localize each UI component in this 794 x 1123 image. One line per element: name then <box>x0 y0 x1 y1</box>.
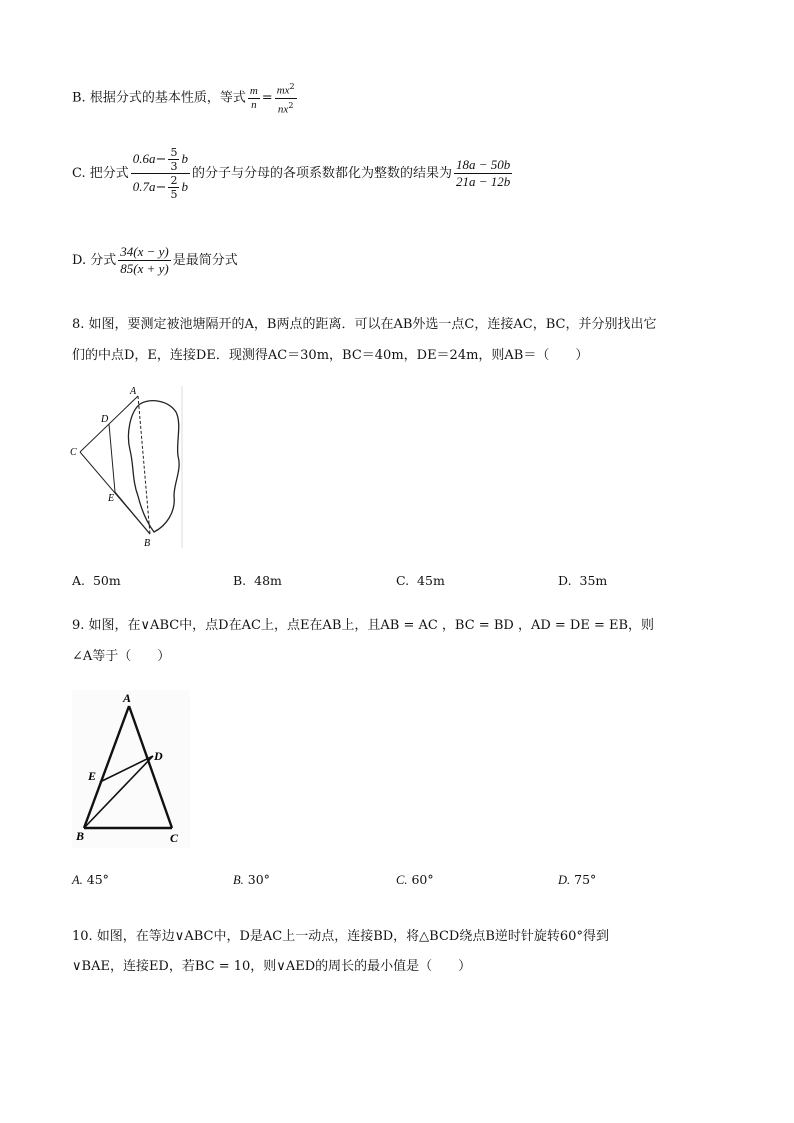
option-c-mid: 的分子与分母的各项系数都化为整数的结果为 <box>191 165 452 181</box>
q9-option-d: D. 75° <box>558 872 597 887</box>
q8-pond-figure <box>68 384 186 552</box>
q8-line2: 们的中点D，E，连接DE．现测得AC＝30m，BC＝40m，DE＝24m，则AB＝（ ） <box>72 348 589 363</box>
option-d <box>72 244 238 277</box>
pond-outline <box>128 401 179 532</box>
option-b-text: 根据分式的基本性质，等式 <box>89 90 246 106</box>
q10-line2: ∨BAE，连接ED，若BC = 10，则∨AED的周长的最小值是（ ） <box>72 959 472 974</box>
label-c: C <box>170 831 179 845</box>
q10-line1: 10. 如图，在等边∨ABC中，D是AC上一动点，连接BD，将△BCD绕点B逆时针旋转60°得到 <box>72 929 609 944</box>
segment-de <box>109 424 115 492</box>
label-b: B <box>144 538 151 549</box>
q8-option-d: D. 35m <box>558 573 608 588</box>
q9-option-a: A. 45° <box>72 872 109 887</box>
q9-line1: 9. 如图，在∨ABC中，点D在AC上，点E在AB上，且AB = AC ，BC = BD ，AD = DE = EB，则 <box>72 618 655 633</box>
option-b-rhs-fraction: $\frac{mx^2}{nx^2}$ <box>276 82 295 116</box>
label-e: E <box>88 769 97 783</box>
option-b-label: B. <box>72 90 86 106</box>
label-e: E <box>108 493 115 504</box>
option-c-fraction: 0.6a− $\frac{5}{3}$ b 0.7a− $\frac{2}{5}$ b <box>132 146 188 201</box>
q8-option-b: B. 48m <box>233 573 282 588</box>
q9-option-b: B. 30° <box>233 872 270 887</box>
segment-eb <box>115 492 150 534</box>
label-d: D <box>101 414 109 425</box>
option-b-lhs-fraction: $\frac{m}{n}$ <box>249 84 258 111</box>
q8-option-c: C. 45m <box>396 573 445 588</box>
option-c <box>72 146 514 201</box>
label-c: C <box>70 447 77 458</box>
option-d-fraction: $\frac{34(x - y)}{85(x + y)}$ <box>120 244 169 276</box>
option-d-pre: 分式 <box>90 252 117 268</box>
option-b: B. 根据分式的基本性质，等式 $\frac{m}{n}$ = $\frac{mx^2}{nx^2}$ <box>72 82 295 116</box>
label-d: D <box>154 749 163 763</box>
option-c-pre: 把分式 <box>89 165 129 181</box>
q9-line2: ∠A等于（ ） <box>72 649 171 664</box>
option-d-label: D. <box>72 252 87 268</box>
q8-line1: 8. 如图，要测定被池塘隔开的A，B两点的距离．可以在AB外选一点C，连接AC，BC，并分别找出它 <box>72 317 657 332</box>
q9-option-c: C. 60° <box>396 872 434 887</box>
label-b: B <box>76 829 85 843</box>
label-a: A <box>130 386 137 397</box>
q9-triangle-figure <box>72 690 190 848</box>
q8-option-a: A. 50m <box>72 573 121 588</box>
option-d-post: 是最简分式 <box>172 252 238 268</box>
option-c-result: $\frac{18a - 50b}{21a - 12b}$ <box>455 157 511 189</box>
label-a: A <box>123 691 132 705</box>
option-c-label: C. <box>72 165 86 181</box>
